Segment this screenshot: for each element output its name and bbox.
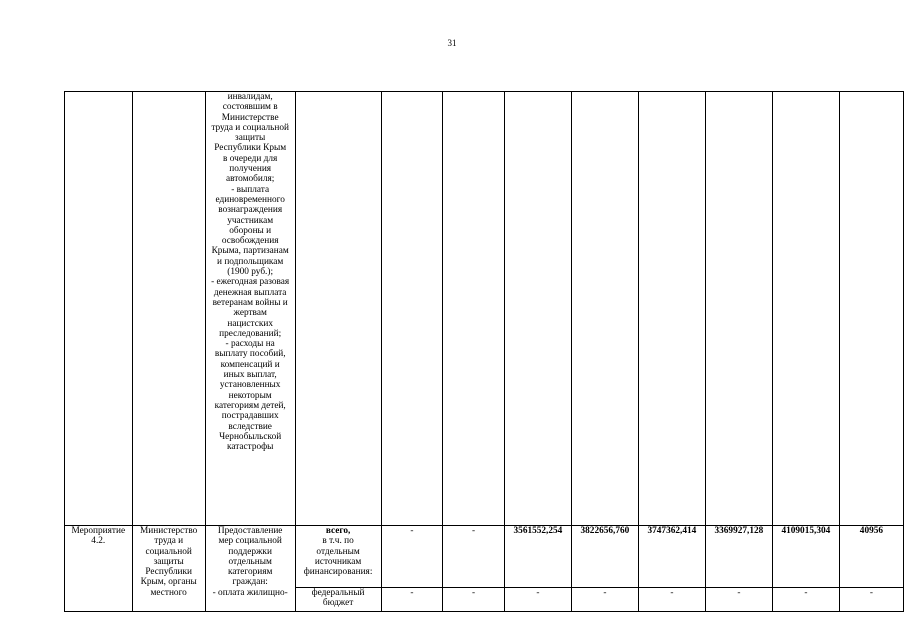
source-total-sublabel: в т.ч. по отдельным источникам финансирования: [303,536,373,578]
value-cell: 3747362,414 [638,526,705,588]
value-cell: - [504,588,571,612]
value-cell: 3822656,760 [571,526,638,588]
budget-table [64,91,904,612]
measure-description-cell: Предоставление мер социальной поддержки отдельным категориям граждан: - оплата жилищно- [205,526,295,612]
value-cell: - [443,526,505,588]
source-total-cell [295,526,381,588]
value-cell [504,92,571,526]
value-cell: - [571,588,638,612]
value-cell: - [638,588,705,612]
value-cell [571,92,638,526]
value-cell [381,92,443,526]
value-cell [839,92,903,526]
value-cell: - [839,588,903,612]
value-cell: - [381,526,443,588]
measure-total-row [65,526,904,588]
value-cell [705,92,772,526]
value-cell: 3369927,128 [705,526,772,588]
value-cell: 3561552,254 [504,526,571,588]
value-cell: - [705,588,772,612]
value-cell: 4109015,304 [772,526,839,588]
executor-cell [132,92,205,526]
value-cell [772,92,839,526]
source-federal-cell: федеральный бюджет [295,588,381,612]
executor-cell: Министерство труда и социальной защиты Республики Крым, органы местного [132,526,205,612]
value-cell: - [443,588,505,612]
value-cell: - [772,588,839,612]
value-cell: - [381,588,443,612]
source-total-label: всего, [325,526,351,536]
value-cell [638,92,705,526]
page-number: 31 [447,38,457,48]
continuation-row [65,92,904,526]
measure-name-cell: Мероприятие 4.2. [65,526,133,612]
source-cell [295,92,381,526]
measure-description-cell: инвалидам, состоявшим в Министерстве труда и социальной защиты Республики Крым в очереди для получения автомобиля; - выплата единовременного вознаграждения участникам обороны и освобождения Крыма, партизанам и подпольщикам (1900 руб.); - ежегодная разовая денежная выплата ветеранам войны и жертвам нацистских преследований; - расходы на выплату пособий, компенсаций и иных выплат, установленных некоторым категориям детей, пострадавших вследствие Чернобыльской катастрофы [205,92,295,526]
value-cell: 40956 [839,526,903,588]
value-cell [443,92,505,526]
measure-name-cell [65,92,133,526]
